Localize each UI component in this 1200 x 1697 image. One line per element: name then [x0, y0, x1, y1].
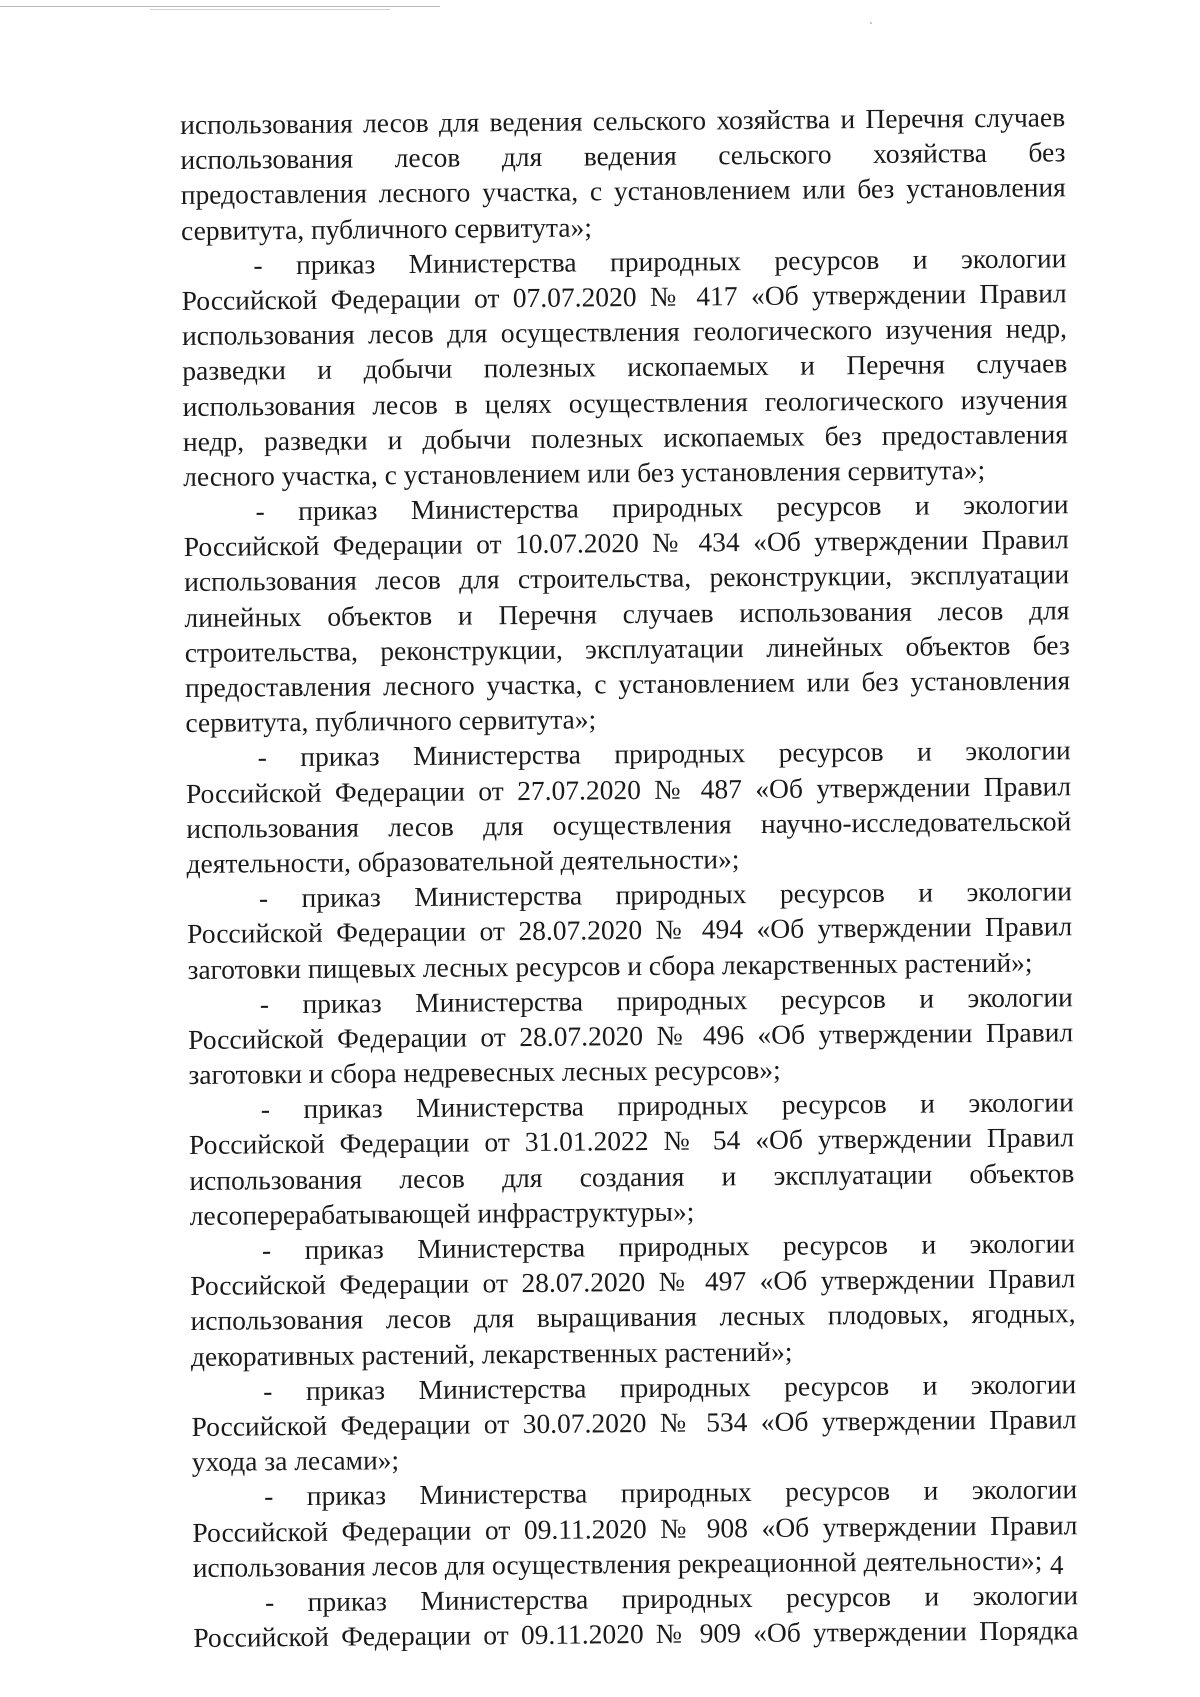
page-number: 4: [1050, 1550, 1064, 1580]
text-line: Российской Федерации от 28.07.2020 № 494 «Об утверждении Правил: [187, 910, 1073, 950]
text-line: - приказ Министерства природных ресурсов и экологии: [259, 980, 1073, 1020]
text-line: деятельности, образовательной деятельности»;: [186, 843, 740, 879]
text-line: - приказ Министерства природных ресурсов и экологии: [260, 1086, 1074, 1125]
text-line: линейных объектов и Перечня случаев использования лесов для: [184, 593, 1070, 633]
text-line: заготовки пищевых лесных ресурсов и сбора лекарственных растений»;: [187, 946, 1033, 985]
text-line: предоставления лесного участка, с установлением или без установления: [180, 171, 1066, 211]
text-line: использования лесов для строительства, реконструкции, эксплуатации: [184, 558, 1070, 598]
text-line: Российской Федерации от 10.07.2020 № 434 «Об утверждении Правил: [183, 523, 1069, 563]
text-line: ухода за лесами»;: [191, 1444, 400, 1478]
scan-speck: [870, 22, 872, 24]
text-line: - приказ Министерства природных ресурсов и экологии: [253, 242, 1067, 281]
text-line: использования лесов для осуществления геологического изучения недр,: [181, 312, 1068, 352]
text-line: использования лесов для осуществления научно-исследовательской: [186, 805, 1072, 844]
scan-edge-mark: [0, 6, 440, 7]
text-line: предоставления лесного участка, с установлением или без установления: [184, 664, 1071, 703]
text-line: использования лесов для создания и эксплуатации объектов: [189, 1156, 1075, 1196]
text-line: - приказ Министерства природных ресурсов и экологии: [261, 1227, 1076, 1266]
text-line: сервитута, публичного сервитута»;: [185, 703, 597, 739]
text-line: Российской Федерации от 30.07.2020 № 534 «Об утверждении Правил: [191, 1403, 1077, 1442]
text-line: лесоперерабатывающей инфраструктуры»;: [189, 1195, 695, 1231]
text-line: - приказ Министерства природных ресурсов и экологии: [258, 875, 1073, 914]
text-line: сервитута, публичного сервитута»;: [180, 210, 593, 246]
text-line: Российской Федерации от 28.07.2020 № 496 «Об утверждении Правил: [188, 1016, 1074, 1055]
text-line: Российской Федерации от 07.07.2020 № 417 «Об утверждении Правил: [181, 277, 1067, 316]
text-line: использования лесов в целях осуществления геологического изучения: [182, 382, 1068, 422]
text-line: лесного участка, с установлением или без установления сервитута»;: [183, 453, 986, 492]
text-line: недр, разведки и добычи полезных ископаемых без предоставления: [182, 417, 1069, 457]
text-line: Российской Федерации от 09.11.2020 № 908 «Об утверждении Правил: [192, 1508, 1078, 1548]
text-line: строительства, реконструкции, эксплуатации линейных объектов без: [184, 629, 1070, 668]
scan-edge-mark: [150, 9, 390, 10]
text-line: Российской Федерации от 31.01.2022 № 54 «Об утверждении Правил: [188, 1121, 1075, 1161]
text-line: Российской Федерации от 27.07.2020 № 487 «Об утверждении Правил: [185, 769, 1072, 809]
text-line: Российской Федерации от 09.11.2020 № 909 «Об утверждении Порядка: [193, 1614, 1079, 1654]
text-line: заготовки и сбора недревесных лесных ресурсов»;: [188, 1053, 781, 1091]
text-line: - приказ Министерства природных ресурсов и экологии: [263, 1473, 1078, 1512]
document-body: [180, 99, 1078, 1655]
text-line: - приказ Министерства природных ресурсов и экологии: [255, 488, 1069, 527]
text-line: декоративных растений, лекарственных растений»;: [190, 1335, 793, 1372]
text-line: - приказ Министерства природных ресурсов и экологии: [257, 734, 1071, 773]
text-line: Российской Федерации от 28.07.2020 № 497 «Об утверждении Правил: [190, 1262, 1076, 1302]
text-line: - приказ Министерства природных ресурсов и экологии: [264, 1579, 1079, 1618]
text-line: использования лесов для ведения сельского хозяйства без: [180, 136, 1066, 176]
text-line: использования лесов для выращивания лесных плодовых, ягодных,: [190, 1297, 1076, 1337]
text-line: разведки и добычи полезных ископаемых и Перечня случаев: [182, 347, 1068, 387]
text-line: использования лесов для ведения сельского хозяйства и Перечня случаев: [180, 101, 1066, 140]
text-line: - приказ Министерства природных ресурсов и экологии: [263, 1367, 1077, 1407]
text-line: использования лесов для осуществления рекреационной деятельности»;: [192, 1544, 1043, 1583]
